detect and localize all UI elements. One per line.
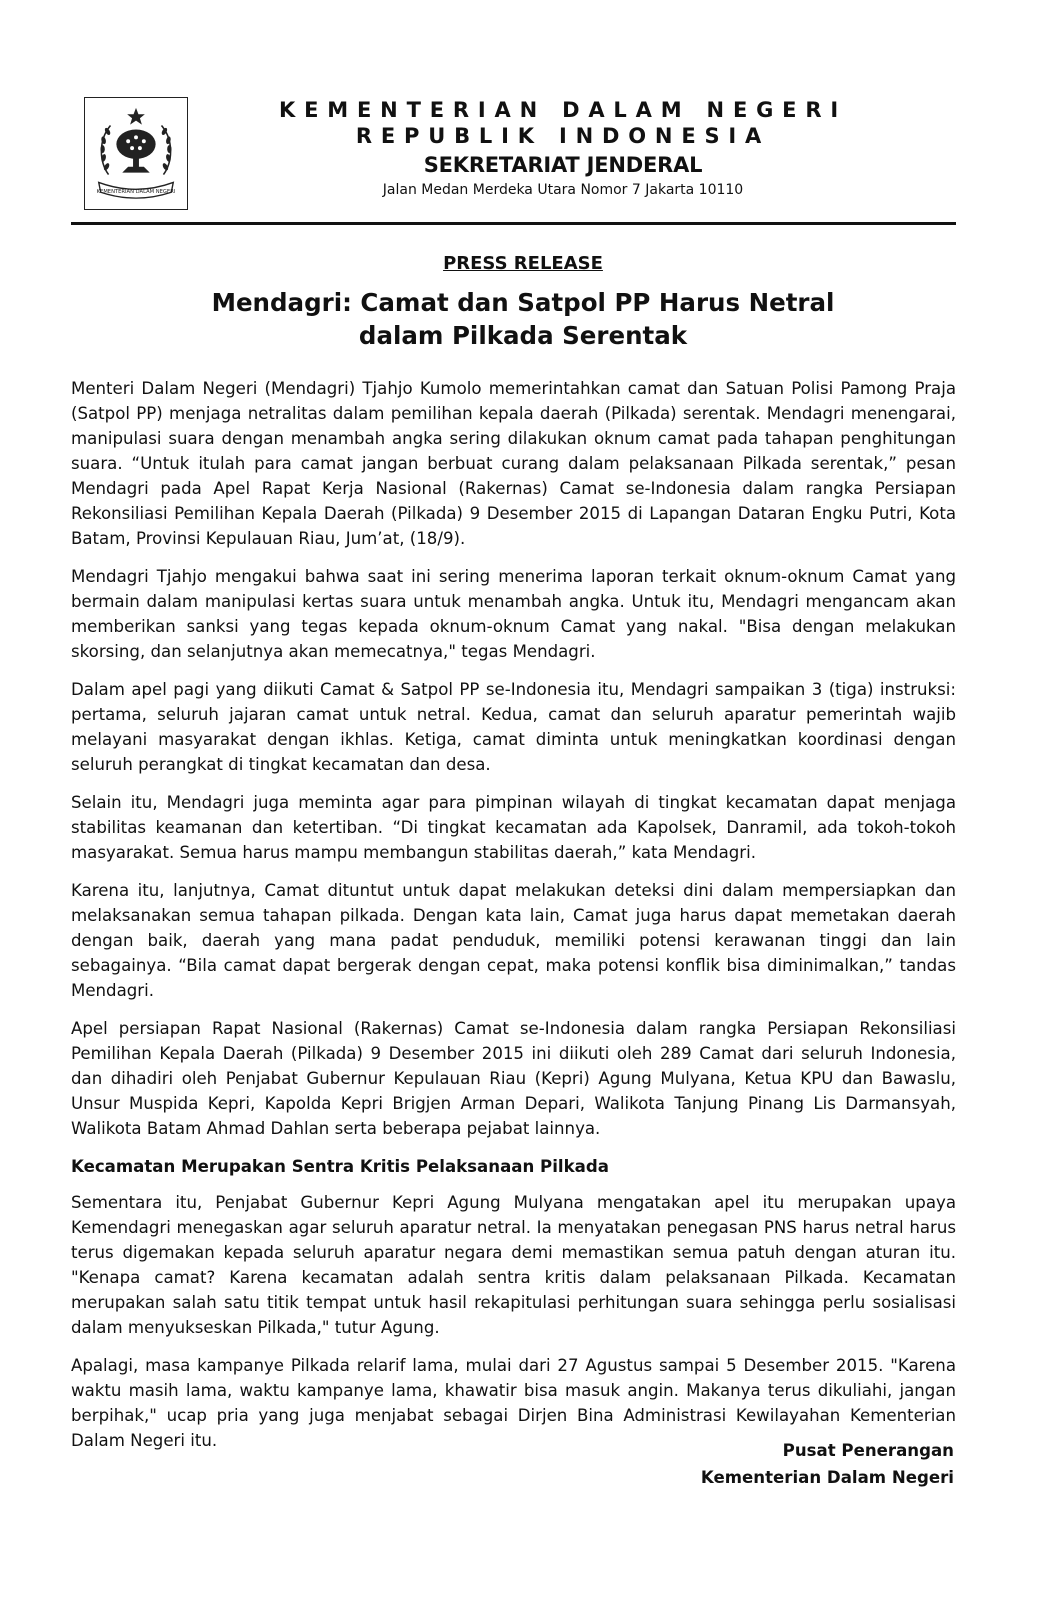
signature-line-1: Pusat Penerangan bbox=[782, 1441, 954, 1460]
office-address: Jalan Medan Merdeka Utara Nomor 7 Jakarta 10110 bbox=[382, 182, 744, 198]
paragraph: Sementara itu, Penjabat Gubernur Kepri Agung Mulyana mengatakan apel itu merupakan upaya Kemendagri menegaskan agar seluruh aparatur netral. Ia menyatakan penegasan PNS harus netral harus terus digemakan kepada seluruh aparatur negara demi memastikan semua patuh dengan aturan itu. "Kenapa camat? Karena kecamatan adalah sentra kritis dalam pelaksanaan Pilkada. Kecamatan merupakan salah satu titik tempat untuk hasil rekapitulasi perhitungan suara sehingga perlu sosialisasi dalam menyukseskan Pilkada," tutur Agung. bbox=[71, 1193, 956, 1337]
press-release-label bbox=[0, 253, 1046, 274]
republic-name: REPUBLIK INDONESIA bbox=[355, 124, 771, 148]
secretariat-name: SEKRETARIAT JENDERAL bbox=[423, 153, 703, 177]
header-divider bbox=[71, 222, 956, 225]
paragraph: Apel persiapan Rapat Nasional (Rakernas) Camat se-Indonesia dalam rangka Persiapan Rekonsiliasi Pemilihan Kepala Daerah (Pilkada) 9 Desember 2015 ini diikuti oleh 289 Camat dari seluruh Indonesia, dan dihadiri oleh Penjabat Gubernur Kepulauan Riau (Kepri) Agung Mulyana, Ketua KPU dan Bawaslu, Unsur Muspida Kepri, Kapolda Kepri Brigjen Arman Depari, Walikota Tanjung Pinang Lis Darmansyah, Walikota Batam Ahmad Dahlan serta beberapa pejabat lainnya. bbox=[71, 1019, 956, 1138]
paragraph: Dalam apel pagi yang diikuti Camat & Satpol PP se-Indonesia itu, Mendagri sampaikan 3 (tiga) instruksi: pertama, seluruh jajaran camat untuk netral. Kedua, camat dan seluruh aparatur pemerintah wajib melayani masyarakat dengan ikhlas. Ketiga, camat diminta untuk meningkatkan koordinasi dengan seluruh perangkat di tingkat kecamatan dan desa. bbox=[71, 680, 956, 774]
article-title bbox=[0, 286, 1046, 352]
signature-block bbox=[701, 1437, 954, 1491]
ministry-name: KEMENTERIAN DALAM NEGERI bbox=[279, 98, 847, 122]
paragraph: Menteri Dalam Negeri (Mendagri) Tjahjo Kumolo memerintahkan camat dan Satuan Polisi Pamong Praja (Satpol PP) menjaga netralitas dalam pemilihan kepala daerah (Pilkada) serentak. Mendagri menengarai, manipulasi suara dengan menambah angka sering dilakukan oknum camat pada tahapan penghitungan suara. “Untuk itulah para camat jangan berbuat curang dalam pelaksanaan Pilkada serentak,” pesan Mendagri pada Apel Rapat Kerja Nasional (Rakernas) Camat se-Indonesia dalam rangka Persiapan Rekonsiliasi Pemilihan Kepala Daerah (Pilkada) 9 Desember 2015 di Lapangan Dataran Engku Putri, Kota Batam, Provinsi Kepulauan Riau, Jum’at, (18/9). bbox=[71, 379, 956, 548]
press-release-text: PRESS RELEASE bbox=[443, 253, 603, 274]
signature-line-2: Kementerian Dalam Negeri bbox=[700, 1468, 954, 1487]
paragraph: Karena itu, lanjutnya, Camat dituntut untuk dapat melakukan deteksi dini dalam mempersiapkan dan melaksanakan semua tahapan pilkada. Dengan kata lain, Camat juga harus dapat memetakan daerah dengan baik, daerah yang mana padat penduduk, memiliki potensi kerawanan tinggi dan lain sebagainya. “Bila camat dapat bergerak dengan cepat, maka potensi konflik bisa diminimalkan,” tandas Mendagri. bbox=[71, 881, 956, 1000]
section-subheading: Kecamatan Merupakan Sentra Kritis Pelaksanaan Pilkada bbox=[71, 1157, 609, 1176]
title-line-1: Mendagri: Camat dan Satpol PP Harus Netral bbox=[211, 288, 835, 317]
logo-ribbon-text: KEMENTERIAN DALAM NEGERI bbox=[96, 189, 176, 196]
title-line-2: dalam Pilkada Serentak bbox=[358, 321, 688, 350]
article-body bbox=[71, 376, 956, 1466]
paragraph: Selain itu, Mendagri juga meminta agar para pimpinan wilayah di tingkat kecamatan dapat menjaga stabilitas keamanan dan ketertiban. “Di tingkat kecamatan ada Kapolsek, Danramil, ada tokoh-tokoh masyarakat. Semua harus mampu membangun stabilitas daerah,” kata Mendagri. bbox=[71, 793, 956, 862]
paragraph: Mendagri Tjahjo mengakui bahwa saat ini sering menerima laporan terkait oknum-oknum Camat yang bermain dalam manipulasi kertas suara untuk menambah angka. Untuk itu, Mendagri mengancam akan memberikan sanksi yang tegas kepada oknum-oknum Camat yang nakal. "Bisa dengan melakukan skorsing, dan selanjutnya akan memecatnya," tegas Mendagri. bbox=[71, 567, 956, 661]
paragraph: Apalagi, masa kampanye Pilkada relarif lama, mulai dari 27 Agustus sampai 5 Desember 2015. "Karena waktu masih lama, waktu kampanye lama, khawatir bisa masuk angin. Makanya terus dikuliahi, jangan berpihak," ucap pria yang juga menjabat sebagai Dirjen Bina Administrasi Kewilayahan Kementerian Dalam Negeri itu. bbox=[71, 1356, 956, 1450]
